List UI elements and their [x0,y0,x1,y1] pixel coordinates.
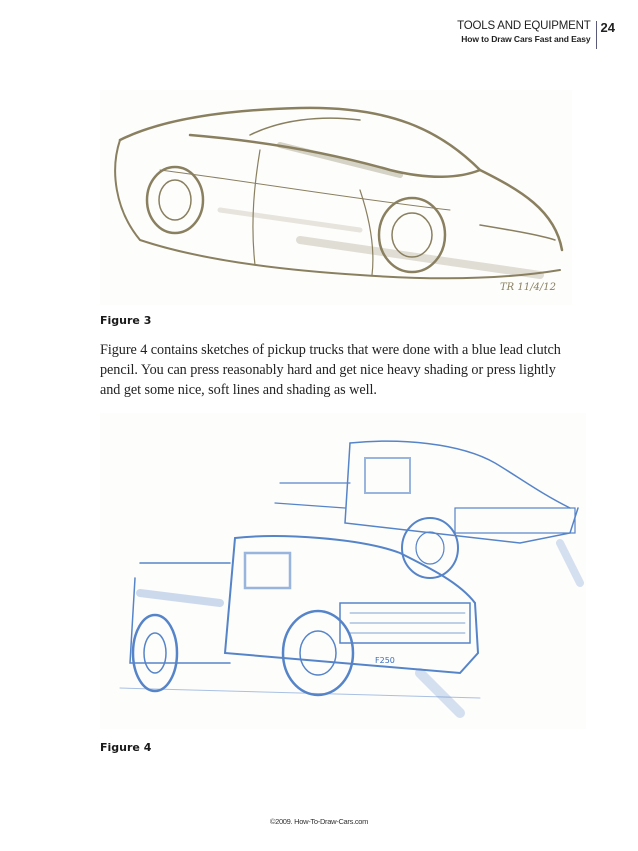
sketch-signature: TR 11/4/12 [500,282,556,293]
pickup-trucks-sketch [100,413,586,729]
section-title: TOOLS AND EQUIPMENT [457,20,591,32]
figure-4-image [100,413,586,729]
sports-car-sketch [100,90,572,305]
page-footer: ©2009. How-To-Draw-Cars.com [269,817,369,826]
figure-4-caption: Figure 4 [100,741,152,754]
page-number: 24 [600,20,615,35]
figure-3-caption: Figure 3 [100,314,152,327]
page-header [457,19,615,49]
figure-3-image [100,90,572,305]
header-text [457,19,595,46]
body-paragraph: Figure 4 contains sketches of pickup trucks that were done with a blue lead clutch pencil. You can press reasonably hard and get nice heavy shading or press lightly and get some nice, soft lines and shading as well. [100,342,561,398]
truck-badge: F250 [375,656,395,665]
book-title: How to Draw Cars Fast and Easy [461,34,591,44]
